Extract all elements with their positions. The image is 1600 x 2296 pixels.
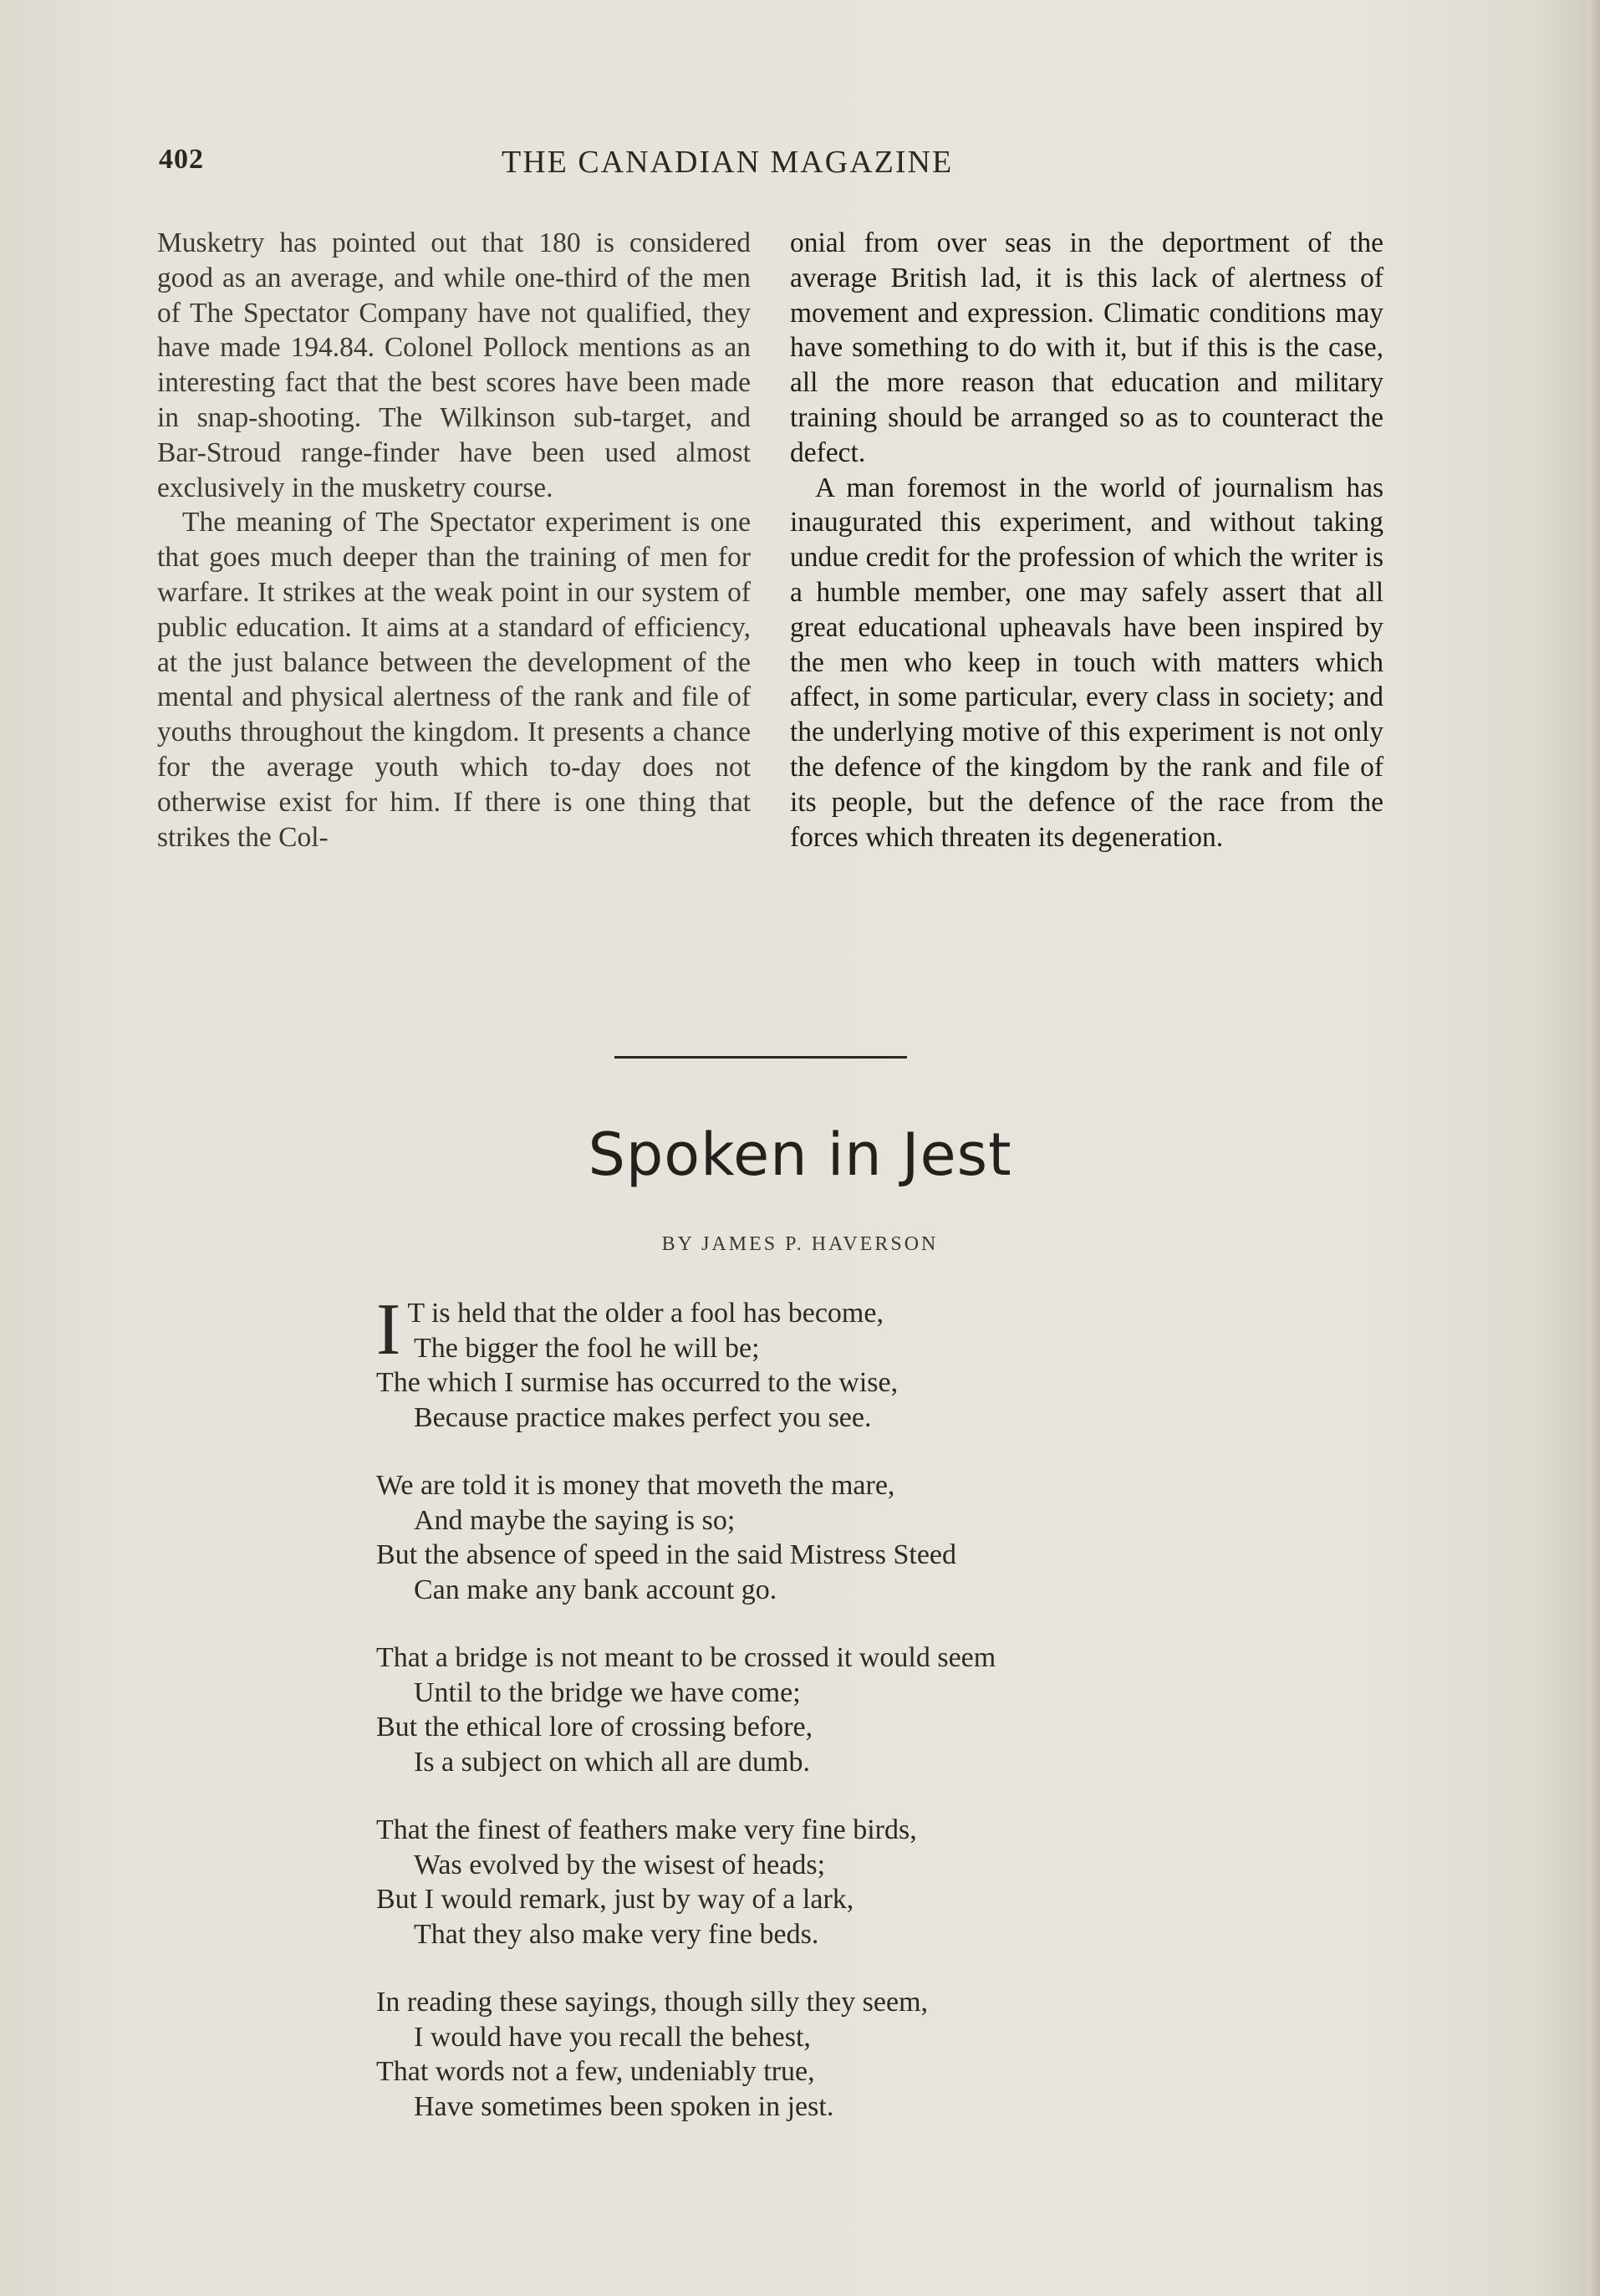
poem-line: Have sometimes been spoken in jest. (414, 2090, 834, 2122)
poem-line: That the finest of feathers make very fine birds, (376, 1814, 917, 1845)
poem-body (376, 1289, 1212, 2157)
running-header (159, 144, 1053, 186)
paragraph: A man foremost in the world of journalism has inaugurated this experiment, and without taking undue credit for the profession of which the writer is a humble member, one may safely assert that all great educational upheavals have been inspired by the men who keep in touch with matters which affect, in some particular, every class in society; and the underlying motive of this experiment is not only the defence of the kingdom by the rank and file of its people, but the defence of the race from the forces which threaten its degeneration. (790, 472, 1383, 853)
poem-line: We are told it is money that moveth the mare, (376, 1470, 895, 1501)
section-divider (614, 1056, 907, 1059)
poem-line: But the absence of speed in the said Mistress Steed (376, 1539, 957, 1570)
poem-line: In reading these sayings, though silly they seem, (376, 1987, 929, 2018)
poem-line: The which I surmise has occurred to the wise, (376, 1367, 899, 1398)
poem-line: T is held that the older a fool has become, (407, 1298, 884, 1329)
paragraph: Musketry has pointed out that 180 is considered good as an average, and while one-third of the men of The Spectator Company have not qualified, they have made 194.84. Colonel Pollock mentions as an interesting fact that the best scores have been made in snap-shooting. The Wilkinson sub-target, and Bar-Stroud range-finder have been used almost exclusively in the musketry course. (157, 227, 751, 503)
poem-title: Spoken in Jest (588, 1120, 1012, 1189)
poem-line: Because practice makes perfect you see. (414, 1401, 872, 1433)
poem-line: But the ethical lore of crossing before, (376, 1712, 813, 1742)
poem-line: And maybe the saying is so; (414, 1504, 736, 1536)
page-number: 402 (159, 144, 204, 175)
stanza (376, 1289, 1212, 1435)
paragraph: onial from over seas in the deportment of the average British lad, it is this lack of alertness of movement and expression. Climatic conditions may have something to do with it, but if this is the case, all the more reason that education and military training should be arranged so as to counteract the defect. (790, 227, 1383, 468)
stanza (376, 1813, 1212, 1952)
poem-line: That words not a few, undeniably true, (376, 2056, 815, 2087)
poem-line: That they also make very fine beds. (414, 1918, 819, 1950)
magazine-title: THE CANADIAN MAGAZINE (502, 145, 954, 180)
poem-line: Until to the bridge we have come; (414, 1676, 801, 1708)
poem-line: Is a subject on which all are dumb. (414, 1746, 810, 1778)
stanza (376, 1640, 1212, 1779)
stanza (376, 1468, 1212, 1607)
poem-byline: BY JAMES P. HAVERSON (661, 1233, 939, 1255)
paragraph: The meaning of The Spectator experiment is one that goes much deeper than the training of men for warfare. It strikes at the weak point in our system of public education. It aims at a standard of efficiency, at the just balance between the development of the mental and physical alertness of the rank and file of youths throughout the kingdom. It presents a chance for the average youth which to-day does not otherwise exist for him. If there is one thing that strikes the Col- (157, 507, 751, 853)
poem-line: Can make any bank account go. (414, 1574, 777, 1605)
poem-line: Was evolved by the wisest of heads; (414, 1849, 826, 1880)
poem-line: I would have you recall the behest, (414, 2021, 811, 2053)
poem-line: But I would remark, just by way of a lark, (376, 1884, 854, 1915)
left-column (157, 226, 751, 855)
poem-line: The bigger the fool he will be; (414, 1332, 760, 1364)
right-column (790, 226, 1383, 855)
drop-cap: I (376, 1289, 401, 1370)
poem-line: That a bridge is not meant to be crossed it would seem (376, 1642, 996, 1673)
stanza (376, 1985, 1212, 2124)
